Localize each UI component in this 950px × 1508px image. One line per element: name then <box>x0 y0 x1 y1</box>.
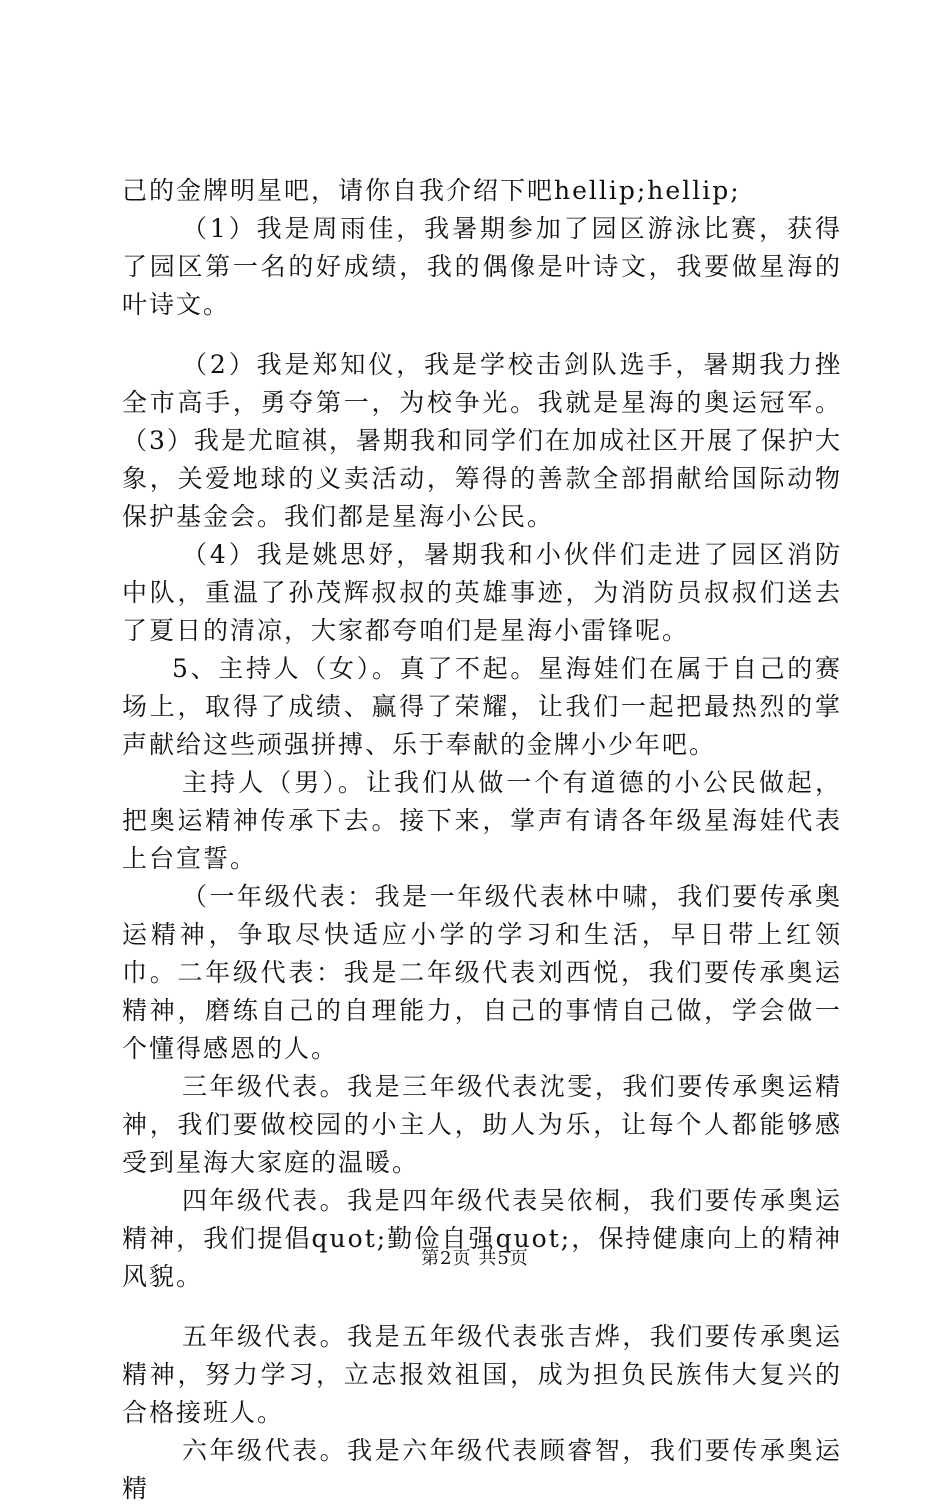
paragraph-grade-4: 四年级代表。我是四年级代表吴依桐，我们要传承奥运精神，我们提倡quot;勤俭自强quot;，保持健康向上的精神风貌。 <box>122 1186 842 1291</box>
paragraph-grade-6: 六年级代表。我是六年级代表顾睿智，我们要传承奥运精 <box>122 1436 842 1503</box>
paragraph-student-4: （4）我是姚思妤，暑期我和小伙伴们走进了园区消防中队，重温了孙茂辉叔叔的英雄事迹，为消防员叔叔们送去了夏日的清凉，大家都夸咱们是星海小雷锋呢。 <box>122 540 842 645</box>
paragraph-grade-5: 五年级代表。我是五年级代表张吉烨，我们要传承奥运精神，努力学习，立志报效祖国，成为担负民族伟大复兴的合格接班人。 <box>122 1322 842 1427</box>
paragraph-student-2-3: （2）我是郑知仪，我是学校击剑队选手，暑期我力挫全市高手，勇夺第一，为校争光。我就是星海的奥运冠军。（3）我是尤暄祺，暑期我和同学们在加成社区开展了保护大象，关爱地球的义卖活动，筹得的善款全部捐献给国际动物保护基金会。我们都是星海小公民。 <box>122 350 842 531</box>
paragraph-intro-continuation: 己的金牌明星吧，请你自我介绍下吧hellip;hellip; <box>122 176 741 205</box>
paragraph-grade-1-2: （一年级代表：我是一年级代表林中啸，我们要传承奥运精神，争取尽快适应小学的学习和生活，早日带上红领巾。二年级代表：我是二年级代表刘西悦，我们要传承奥运精神，磨练自己的自理能力，自己的事情自己做，学会做一个懂得感恩的人。 <box>122 882 842 1063</box>
document-body <box>122 172 842 1508</box>
paragraph-grade-3: 三年级代表。我是三年级代表沈雯，我们要传承奥运精神，我们要做校园的小主人，助人为乐，让每个人都能够感受到星海大家庭的温暖。 <box>122 1072 842 1177</box>
paragraph-student-1: （1）我是周雨佳，我暑期参加了园区游泳比赛，获得了园区第一名的好成绩，我的偶像是叶诗文，我要做星海的叶诗文。 <box>122 214 842 319</box>
page-number-footer: 第2页 共5页 <box>421 1248 529 1269</box>
paragraph-host-male: 主持人（男）。让我们从做一个有道德的小公民做起，把奥运精神传承下去。接下来，掌声有请各年级星海娃代表上台宣誓。 <box>122 768 842 873</box>
paragraph-host-female: 5、主持人（女）。真了不起。星海娃们在属于自己的赛场上，取得了成绩、赢得了荣耀，让我们一起把最热烈的掌声献给这些顽强拼搏、乐于奉献的金牌小少年吧。 <box>122 654 842 759</box>
